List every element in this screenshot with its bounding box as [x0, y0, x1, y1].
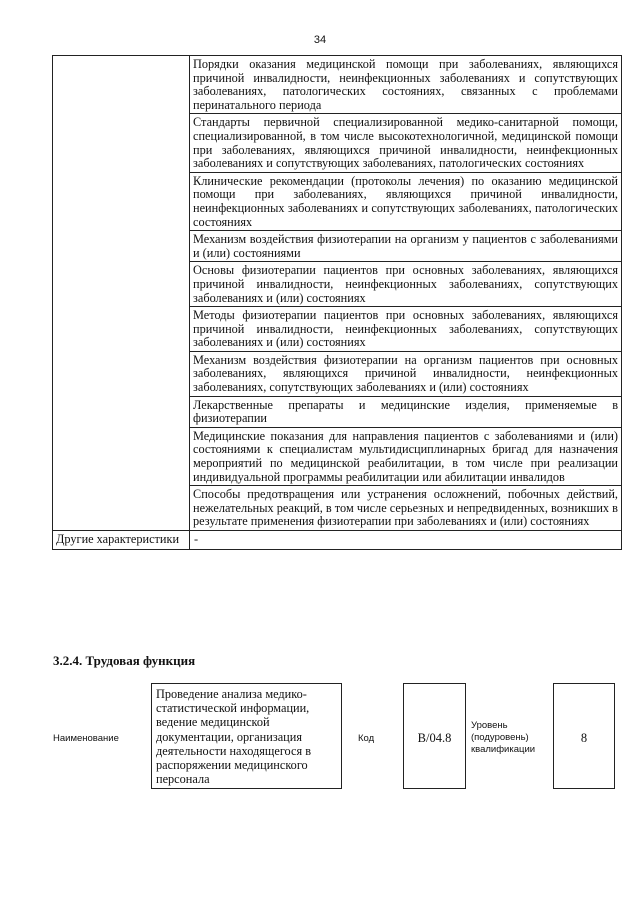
knowledge-item: Механизм воздействия физиотерапии на организм пациентов при основных заболеваниях, являющихся причиной инвалидности, неинфекционных заболеваниях, сопутствующих заболеваниях и (или) состояниях	[190, 352, 621, 397]
labor-function-code-label: Код	[358, 733, 375, 744]
labor-function-name-value: Проведение анализа медико-статистической информации, ведение медицинской документации, организация деятельности находящегося в распоряжении медицинского персонала	[151, 683, 342, 789]
knowledge-items-cell	[190, 56, 622, 531]
knowledge-item: Стандарты первичной специализированной медико-санитарной помощи, специализированной, в том числе высокотехнологичной, медицинской помощи при заболеваниях, являющихся причиной инвалидности, неинфекционных заболеваниях и сопутствующих заболеваниях, патологических состояниях	[190, 114, 621, 172]
knowledge-row	[53, 56, 622, 531]
other-characteristics-row	[53, 531, 622, 550]
other-characteristics-value: -	[194, 532, 199, 546]
knowledge-item: Методы физиотерапии пациентов при основных заболеваниях, являющихся причиной инвалидности, неинфекционных заболеваниях, сопутствующих заболеваниях и (или) состояниях	[190, 307, 621, 352]
other-characteristics-value-cell	[190, 531, 622, 550]
knowledge-item: Медицинские показания для направления пациентов с заболеваниями и (или) состояниями к специалистам мультидисциплинарных бригад для назначения мероприятий по медицинской реабилитации, в том числе при реализации индивидуальной программы реабилитации или абилитации инвалидов	[190, 428, 621, 486]
knowledge-item: Лекарственные препараты и медицинские изделия, применяемые в физиотерапии	[190, 397, 621, 428]
knowledge-label-cell	[53, 56, 190, 531]
knowledge-item: Способы предотвращения или устранения осложнений, побочных действий, нежелательных реакций, в том числе серьезных и непредвиденных, возникших в результате применения физиотерапии при заболеваниях и (или) состояниях	[193, 487, 618, 529]
labor-function-code-value: В/04.8	[403, 683, 466, 789]
requirements-table	[52, 55, 622, 550]
knowledge-item: Основы физиотерапии пациентов при основных заболеваниях, являющихся причиной инвалидности, неинфекционных заболеваниях, сопутствующих заболеваниях и (или) состояниях	[190, 262, 621, 307]
qualification-level-label: Уровень (подуровень) квалификации	[471, 720, 536, 755]
section-title: 3.2.4. Трудовая функция	[53, 653, 196, 668]
page-number: 34	[313, 34, 327, 46]
knowledge-item: Порядки оказания медицинской помощи при заболеваниях, являющихся причиной инвалидности, неинфекционных заболеваниях и сопутствующих заболеваниях, патологических состояниях, связанных с проблемами перинатального периода	[190, 56, 621, 114]
labor-function-name-label: Наименование	[53, 733, 119, 744]
knowledge-item: Клинические рекомендации (протоколы лечения) по оказанию медицинской помощи при заболеваниях, являющихся причиной инвалидности, неинфекционных заболеваниях и сопутствующих заболеваниях, патологических состояниях	[190, 173, 621, 231]
knowledge-list	[190, 56, 621, 530]
other-characteristics-label: Другие характеристики	[56, 532, 180, 546]
qualification-level-value: 8	[553, 683, 615, 789]
other-characteristics-label-cell	[53, 531, 190, 550]
knowledge-item: Механизм воздействия физиотерапии на организм у пациентов с заболеваниями и (или) состояниями	[190, 231, 621, 262]
